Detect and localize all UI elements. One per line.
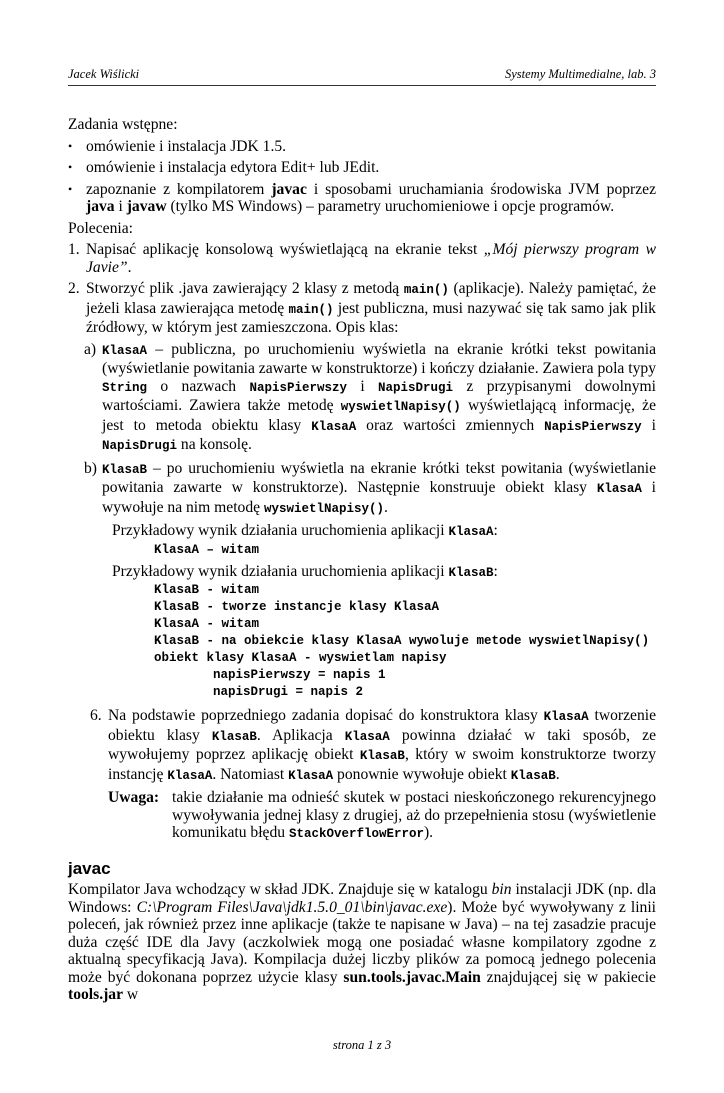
inline-code: KlasaB [102, 462, 148, 477]
text-run: powinna działać w taki sposób, ze wywołujemy poprzez aplikację obiekt [108, 726, 656, 763]
task-text [102, 460, 656, 516]
text-run: i sposobami uruchamiania środowiska JVM poprzez [306, 180, 656, 198]
section-heading-javac: javac [68, 858, 111, 878]
inline-code: NapisPierwszy [544, 419, 642, 434]
text-run: na konsolę. [177, 436, 252, 453]
inline-code: KlasaA [596, 482, 642, 496]
inline-code: KlasaA [311, 419, 357, 434]
inline-code: main() [403, 283, 449, 297]
tasks-heading: Polecenia: [68, 219, 133, 237]
text-run: i [641, 416, 656, 434]
inline-code: KlasaB [510, 768, 556, 783]
code-line: napisDrugi = napis 2 [213, 685, 364, 699]
code-line: napisPierwszy = napis 1 [213, 668, 386, 682]
inline-code: NapisDrugi [378, 380, 454, 395]
text-run: jest publiczna, musi nazywać się tak samo jak plik źródłowy, w którym jest zamieszczona. Opis klas: [86, 299, 656, 336]
bold-text: java [86, 198, 115, 215]
note-label: Uwaga: [108, 789, 160, 806]
text-run: instalacji JDK (np. dla Windows: [68, 881, 656, 916]
intro-heading: Zadania wstępne: [68, 116, 178, 133]
task-2b [68, 460, 656, 519]
bold-text: javac [271, 180, 307, 198]
inline-code: KlasaB [448, 565, 494, 580]
inline-code: KlasaA [167, 768, 213, 783]
example-a-intro [68, 522, 656, 542]
italic-text: bin [491, 881, 512, 898]
example-b-intro [68, 563, 656, 583]
text-run: tworzenie obiektu klasy [108, 707, 656, 744]
inline-code: KlasaA [448, 525, 494, 539]
text-run: oraz wartości zmiennych [356, 416, 545, 434]
text-run: zapoznanie z kompilatorem [86, 180, 272, 198]
text-run: – po uruchomieniu wyświetla na ekranie krótki tekst powitania (wyświetlanie powitania zawarte w konstruktorze). Następnie konstruuje obiekt klasy [102, 459, 656, 496]
text-run: . Aplikacja [256, 726, 345, 744]
inline-code: KlasaB [359, 749, 405, 763]
code-line: KlasaB - witam [154, 583, 260, 597]
text-run: znajdującej się w pakiecie [480, 968, 656, 986]
task-1 [68, 241, 656, 276]
text-run: ). Może być wywoływany z linii poleceń, jak również przez inne aplikacje (także te napisane w Java) – na tej zasadzie pracuje duża część IDE dla Javy (aczkolwiek mogą one posiadać własne kompilatory zgodne z aktualną specyfikacją Java). Kompilacja dużej liczby plików za pomocą jednego polecenia może być dokonana poprzez użycie klasy [68, 898, 656, 986]
javac-paragraph [68, 881, 656, 1004]
task-text [102, 341, 656, 454]
code-line: KlasaA - witam [154, 617, 260, 631]
text-run: Na podstawie poprzedniego zadania dopisać do konstruktora klasy [108, 707, 544, 724]
task-label: 2. [68, 280, 80, 297]
text-run: . [384, 498, 388, 516]
bullet-item [68, 138, 656, 156]
task-2a [68, 341, 656, 456]
document-body [68, 0, 656, 1004]
text-run: : [493, 562, 498, 580]
inline-code: KlasaB [211, 729, 257, 744]
note-text [172, 789, 656, 844]
task-label: a) [84, 340, 97, 358]
text-run: takie działanie ma odnieść skutek w postaci nieskończonego rekurencyjnego wywoływania jednej klasy z drugiej, aż do przepełnienia stosu (wyświetlenie komunikatu błędu [172, 789, 656, 841]
code-line: KlasaB - tworze instancje klasy KlasaA [154, 600, 440, 614]
text-run: Kompilator Java wchodzący w skład JDK. Znajduje się w katalogu [68, 881, 492, 898]
inline-code: KlasaA [288, 768, 334, 783]
text-run: i wywołuje na nim metodę [102, 479, 656, 516]
code-line: KlasaB - na obiekcie klasy KlasaA wywoluje metode wyswietlNapisy() [154, 634, 650, 648]
text-run: . Natomiast [212, 765, 289, 783]
task-label: 6. [90, 707, 102, 724]
italic-text: „Mój pierwszy program w Javie” [86, 241, 656, 276]
text-run: (tylko MS Windows) – parametry uruchomieniowe i opcje programów. [166, 198, 615, 215]
text-run: omówienie i instalacja JDK 1.5. [86, 137, 287, 155]
task-2 [68, 280, 656, 337]
task-text [108, 707, 656, 783]
task-text [86, 241, 656, 276]
inline-code: NapisDrugi [102, 439, 178, 453]
text-run: z przypisanymi dowolnymi wartościami. Zawiera także metodę [102, 377, 656, 414]
inline-code: wyswietlNapisy() [263, 501, 384, 516]
task-label: b) [84, 459, 97, 477]
text-run: – publiczna, po uruchomieniu wyświetla na ekranie krótki tekst powitania (wyświetlanie powitania zawarte w konstruktorze) i kończy działanie. Zawiera pola typy [102, 340, 656, 377]
code-line: KlasaA – witam [154, 542, 260, 557]
text-run: . [555, 765, 560, 783]
inline-code: KlasaA [102, 343, 148, 358]
text-run: ). [423, 824, 434, 841]
text-run: Napisać aplikację konsolową wyświetlającą na ekranie tekst [86, 241, 484, 258]
text-run: i [346, 377, 379, 395]
text-run: Przykładowy wynik działania uruchomienia aplikacji [112, 522, 449, 539]
inline-code: String [102, 380, 148, 395]
text-run: w [123, 986, 139, 1003]
inline-code: main() [288, 302, 334, 317]
bullet-item [68, 181, 656, 216]
inline-code: KlasaA [344, 729, 390, 744]
task-text [86, 280, 656, 336]
italic-text: C:\Program Files\Java\jdk1.5.0_01\bin\javac.exe [136, 898, 448, 916]
text-run: Przykładowy wynik działania uruchomienia aplikacji [112, 562, 449, 580]
text-run: (aplikacje). Należy pamiętać, że jeżeli klasa zawierająca metodę [86, 280, 657, 317]
task-label: 1. [68, 241, 80, 258]
inline-code: NapisPierwszy [249, 380, 347, 395]
bold-text: sun.tools.javac.Main [343, 968, 481, 986]
text-run: o nazwach [147, 377, 250, 395]
text-run: ponownie wywołuje obiekt [333, 765, 511, 783]
text-run: omówienie i instalacja edytora Edit+ lub JEdit. [86, 159, 380, 176]
page-footer: strona 1 z 3 [332, 1037, 392, 1052]
inline-code: wyswietlNapisy() [340, 400, 461, 414]
bold-text: tools.jar [68, 986, 123, 1003]
bullet-item [68, 159, 656, 177]
header-course: Systemy Multimedialne, lab. 3 [504, 67, 656, 81]
text-run: wyświetlającą informację, że jest to metoda obiektu klasy [102, 397, 656, 434]
header-author: Jacek Wiślicki [68, 67, 140, 81]
text-run: , który w swoim konstruktorze tworzy instancję [108, 746, 657, 783]
bold-text: javaw [126, 198, 167, 215]
code-line: obiekt klasy KlasaA - wyswietlam napisy [154, 651, 447, 665]
inline-code: KlasaA [543, 710, 589, 724]
text-run: Stworzyć plik .java zawierający 2 klasy z metodą [86, 280, 404, 297]
text-run: . [127, 258, 132, 276]
inline-code: StackOverflowError [288, 827, 424, 841]
task-6 [68, 707, 656, 785]
text-run: i [114, 198, 127, 215]
note [68, 789, 656, 848]
text-run: : [493, 522, 498, 539]
